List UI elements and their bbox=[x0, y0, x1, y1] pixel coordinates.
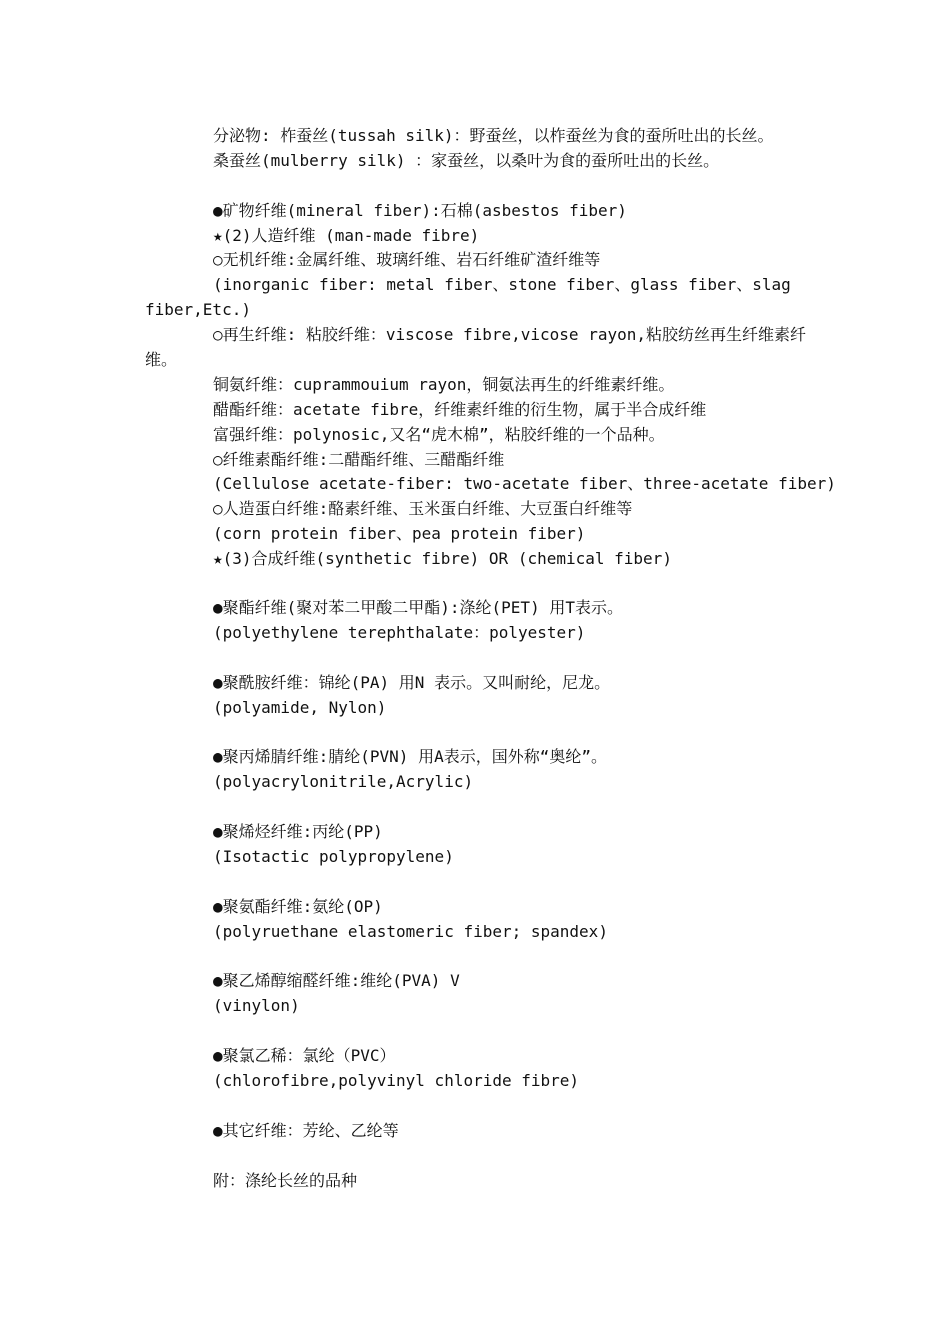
text-line-pvc-en: (chlorofibre,polyvinyl chloride fibre) bbox=[213, 1071, 580, 1091]
text-line-vinylon-en: (vinylon) bbox=[213, 996, 300, 1016]
text-line-other-fibers: ●其它纤维：芳纶、乙纶等 bbox=[213, 1120, 399, 1140]
blank-line bbox=[145, 795, 875, 820]
text-line-polyamide: ●聚酰胺纤维：锦纶(PA) 用N 表示。又叫耐纶，尼龙。 bbox=[213, 672, 611, 692]
text-line-polyester: ●聚酯纤维(聚对苯二甲酸二甲酯):涤纶(PET) 用T表示。 bbox=[213, 598, 623, 618]
text-line-polynosic: 富强纤维：polynosic,又名“虎木棉”，粘胶纤维的一个品种。 bbox=[213, 424, 665, 444]
text-line-polyurethane-en: (polyruethane elastomeric fiber; spandex) bbox=[213, 921, 608, 941]
text-line-regenerated-cont: 维。 bbox=[145, 350, 178, 370]
text-line-polyolefin-en: (Isotactic polypropylene) bbox=[213, 847, 454, 867]
text-line-cellulose-ester: ○纤维素酯纤维:二醋酯纤维、三醋酯纤维 bbox=[213, 449, 505, 469]
text-line-protein-fiber: ○人造蛋白纤维:酪素纤维、玉米蛋白纤维、大豆蛋白纤维等 bbox=[213, 499, 633, 519]
blank-line bbox=[145, 1094, 875, 1119]
text-line-appendix: 附：涤纶长丝的品种 bbox=[213, 1170, 358, 1190]
blank-line bbox=[145, 174, 875, 199]
blank-line bbox=[145, 945, 875, 970]
text-line-acetate: 醋酯纤维：acetate fibre，纤维素纤维的衍生物，属于半合成纤维 bbox=[213, 399, 707, 419]
blank-line bbox=[145, 870, 875, 895]
text-line-vinylon: ●聚乙烯醇缩醛纤维:维纶(PVA) V bbox=[213, 971, 460, 991]
blank-line bbox=[145, 646, 875, 671]
text-line-mineral-fiber: ●矿物纤维(mineral fiber):石棉(asbestos fiber) bbox=[213, 200, 627, 220]
text-line-silk-tussah: 分泌物: 柞蚕丝(tussah silk)：野蚕丝，以柞蚕丝为食的蚕所吐出的长丝。 bbox=[213, 126, 774, 145]
text-line-cellulose-ester-en: (Cellulose acetate-fiber: two-acetate fiber、three-acetate fiber) bbox=[213, 474, 836, 494]
text-line-polyester-en: (polyethylene terephthalate：polyester) bbox=[213, 623, 586, 643]
text-line-cuprammonium: 铜氨纤维：cuprammouium rayon，铜氨法再生的纤维素纤维。 bbox=[213, 374, 675, 394]
section-heading-synthetic: ★(3)合成纤维(synthetic fibre) OR (chemical fiber) bbox=[213, 549, 672, 569]
text-line-acrylic: ●聚丙烯腈纤维:腈纶(PVN) 用A表示，国外称“奥纶”。 bbox=[213, 747, 607, 767]
blank-line bbox=[145, 1144, 875, 1169]
text-line-acrylic-en: (polyacrylonitrile,Acrylic) bbox=[213, 772, 474, 792]
document-body bbox=[145, 124, 875, 1194]
text-line-regenerated: ○再生纤维: 粘胶纤维：viscose fibre,vicose rayon,粘胶纺丝再生纤维素纤 bbox=[213, 325, 806, 345]
text-line-protein-fiber-en: (corn protein fiber、pea protein fiber) bbox=[213, 524, 586, 544]
text-line-pvc: ●聚氯乙稀：氯纶（PVC） bbox=[213, 1046, 396, 1066]
text-line-inorganic-en-cont: fiber,Etc.) bbox=[145, 300, 251, 320]
text-line-silk-mulberry: 桑蚕丝(mulberry silk) ：家蚕丝，以桑叶为食的蚕所吐出的长丝。 bbox=[213, 150, 720, 170]
text-line-polyolefin: ●聚烯烃纤维:丙纶(PP) bbox=[213, 822, 383, 842]
text-line-polyurethane: ●聚氨酯纤维:氨纶(OP) bbox=[213, 896, 383, 916]
blank-line bbox=[145, 721, 875, 746]
section-heading-man-made: ★(2)人造纤维 (man-made fibre) bbox=[213, 225, 480, 245]
blank-line bbox=[145, 1019, 875, 1044]
text-line-inorganic-en: (inorganic fiber: metal fiber、stone fiber、glass fiber、slag bbox=[213, 275, 791, 295]
blank-line bbox=[145, 572, 875, 596]
text-line-polyamide-en: (polyamide, Nylon) bbox=[213, 697, 387, 717]
text-line-inorganic: ○无机纤维:金属纤维、玻璃纤维、岩石纤维矿渣纤维等 bbox=[213, 250, 601, 270]
